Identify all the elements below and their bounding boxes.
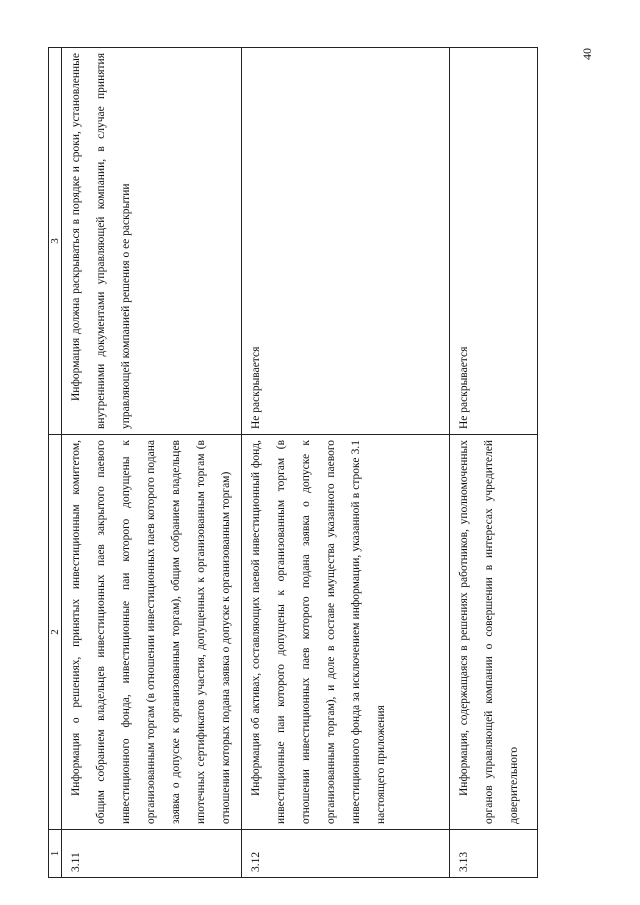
row-number: 3.11	[62, 830, 242, 878]
table-row	[62, 48, 242, 878]
row-description: Информация о решениях, принятых инвестиционным комитетом, общим собранием владельцев инвестиционных паев закрытого паевого инвестиционного фонда, инвестиционные паи которого допущены к организованным торгам (в отношении инвестиционных паев которого подана заявка о допуске к организованным торгам), общим собранием владельцев ипотечных сертификатов участия, допущенных к организованным торгам (в отношении которых подана заявка о допуске к организованным торгам)	[62, 435, 242, 830]
table-row	[242, 48, 450, 878]
row-description: Информация об активах, составляющих паевой инвестиционный фонд, инвестиционные паи которого допущены к организованным торгам (в отношении инвестиционных паев которого подана заявка о допуске к организованным торгам), и доле в составе имущества указанного паевого инвестиционного фонда за исключением информации, указанной в строке 3.1 настоящего приложения	[242, 435, 450, 830]
page-number: 40	[580, 48, 594, 60]
row-description: Информация, содержащаяся в решениях работников, уполномоченных органов управляющей компании о совершении в интересах учредителей доверительного	[450, 435, 538, 830]
column-header-1: 1	[49, 830, 62, 878]
rotated-table-frame	[48, 48, 538, 878]
column-header-2: 2	[49, 435, 62, 830]
disclosure-table	[48, 47, 538, 878]
row-disclosure: Не раскрывается	[242, 48, 450, 435]
table-row	[450, 48, 538, 878]
row-disclosure: Информация должна раскрываться в порядке и сроки, установленные внутренними документами управляющей компании, в случае принятия управляющей компанией решения о ее раскрытии	[62, 48, 242, 435]
table-header-row	[49, 48, 62, 878]
row-disclosure: Не раскрывается	[450, 48, 538, 435]
row-number: 3.12	[242, 830, 450, 878]
row-number: 3.13	[450, 830, 538, 878]
column-header-3: 3	[49, 48, 62, 435]
